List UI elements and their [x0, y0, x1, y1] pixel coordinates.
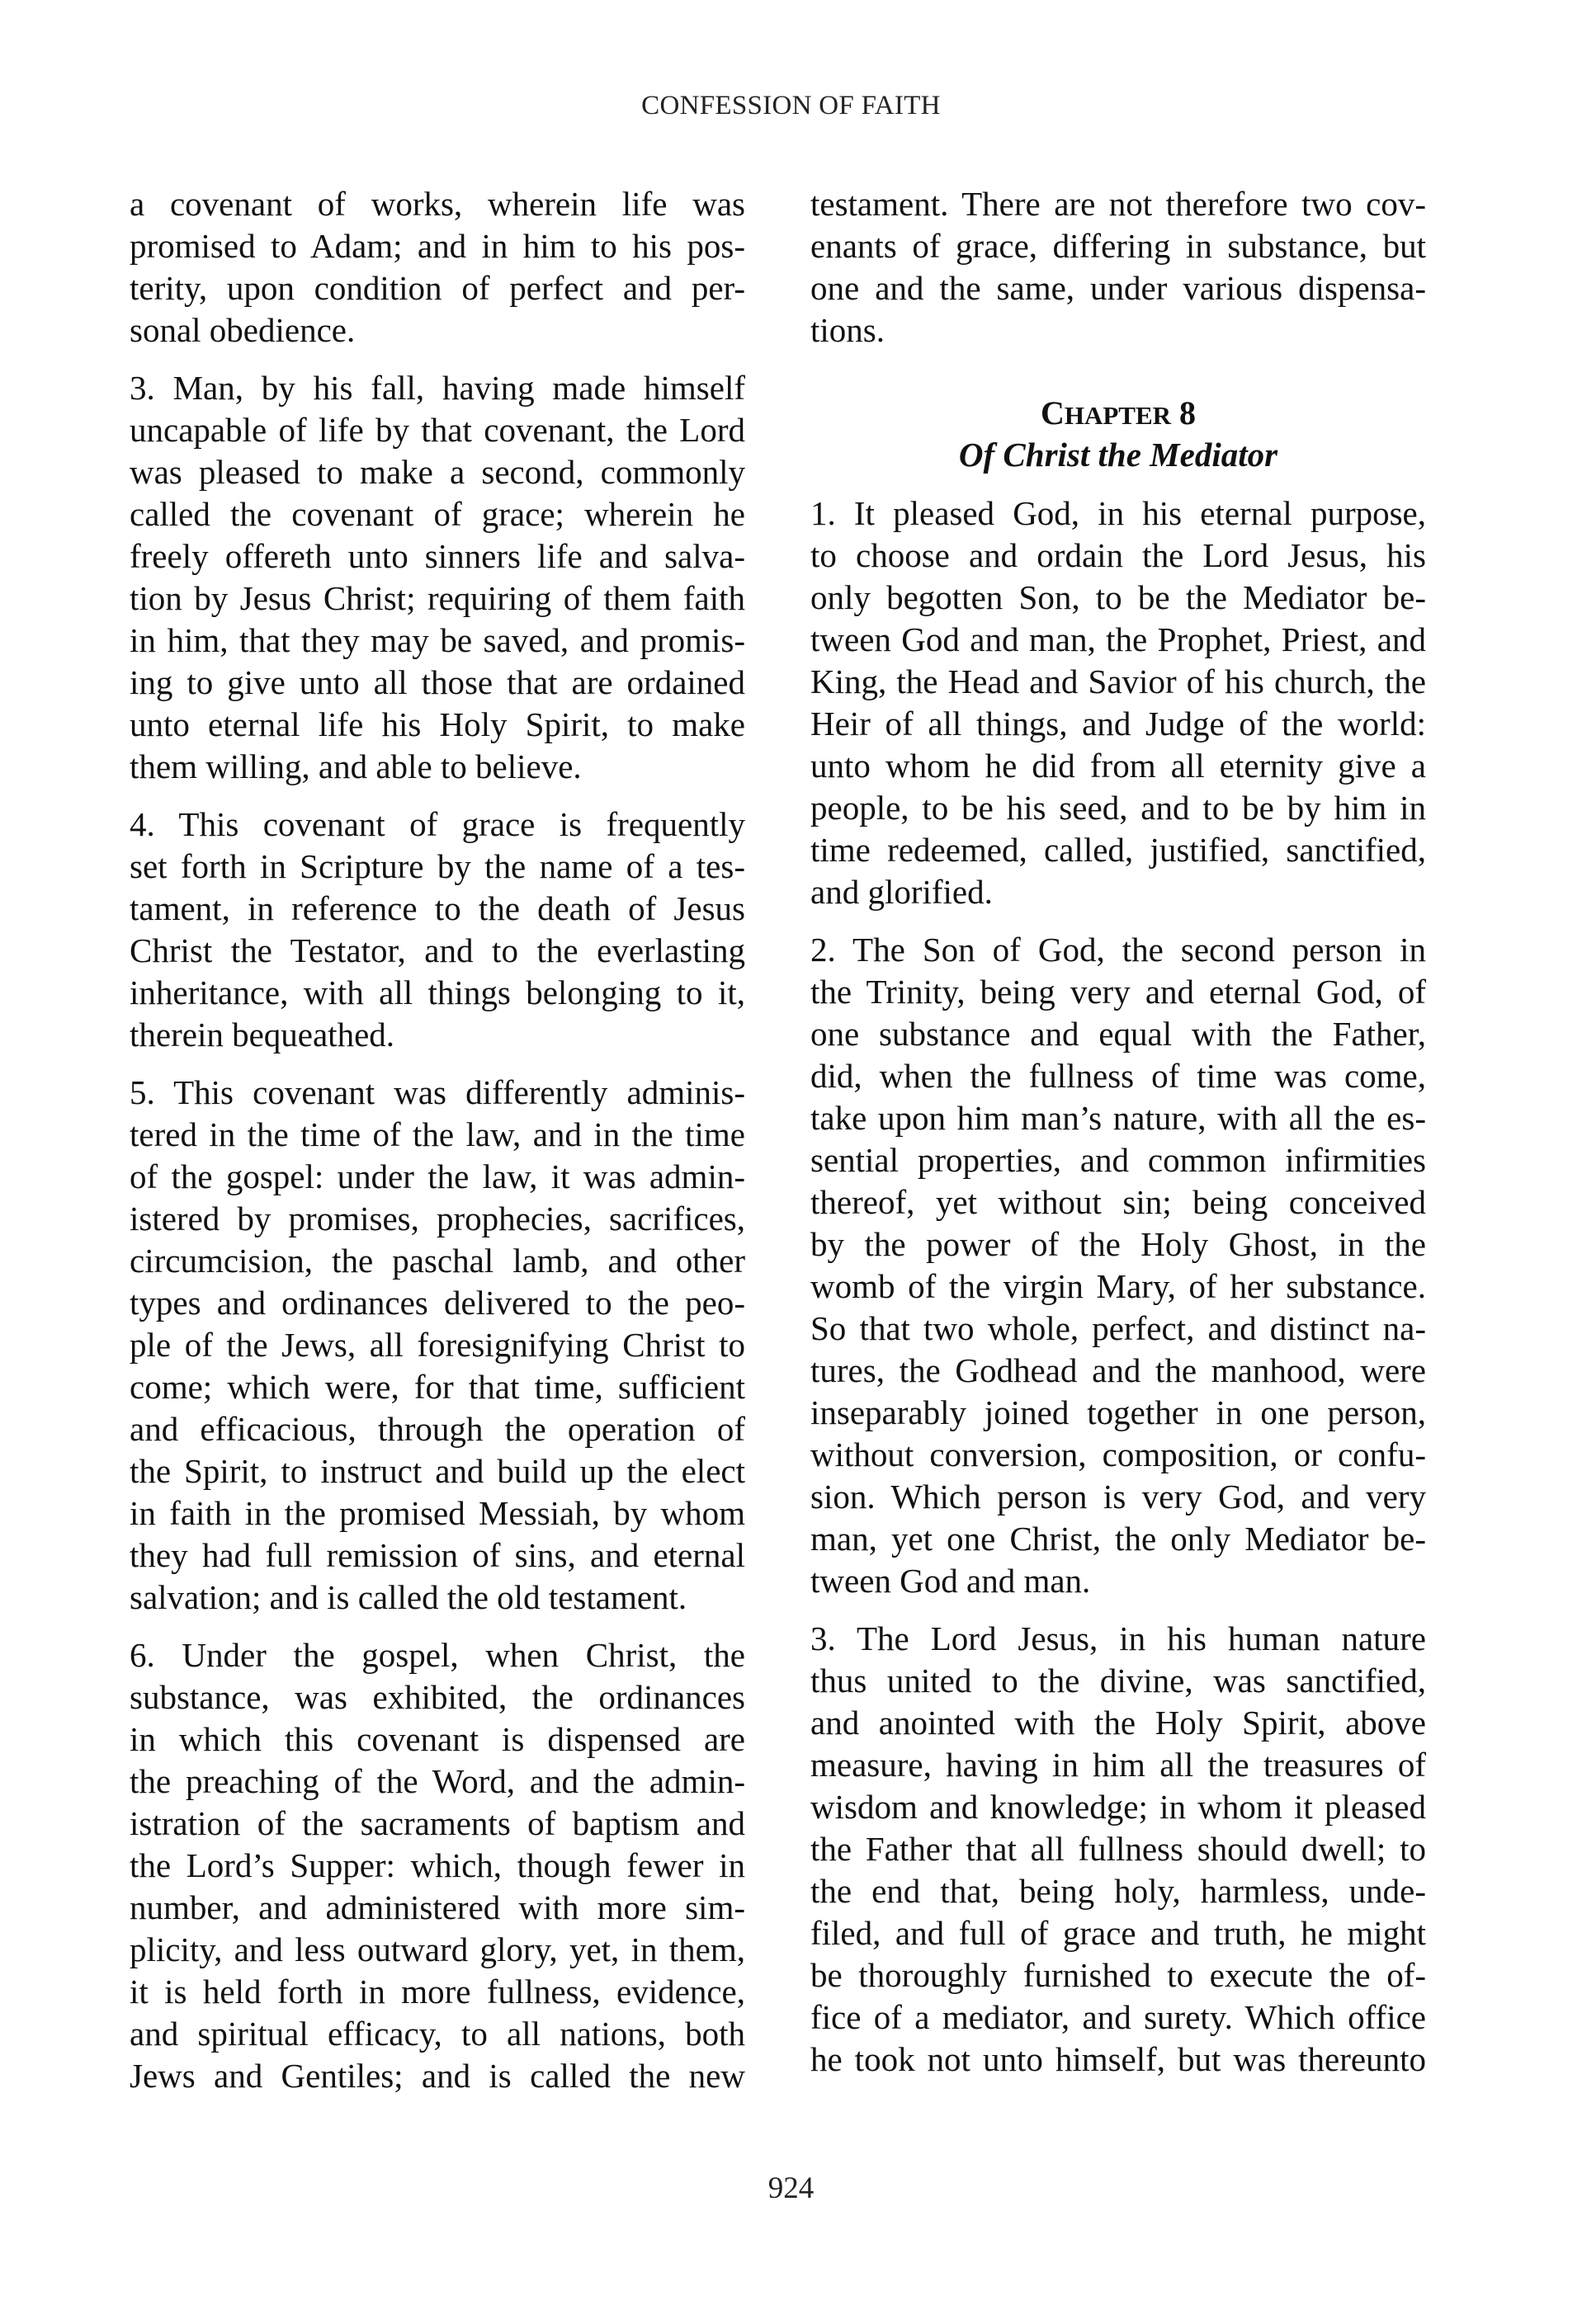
text-line: them willing, and able to believe. — [130, 747, 582, 785]
text-line: the Father that all fullness should dwell; to — [810, 1830, 1426, 1868]
text-line: time redeemed, called, justified, sanctified, — [810, 831, 1426, 869]
paragraph-8-2 — [810, 929, 1426, 1602]
text-line: uncapable of life by that covenant, the Lord — [130, 411, 745, 449]
text-line: the Spirit, to instruct and build up the elect — [130, 1452, 745, 1490]
text-line: it is held forth in more fullness, evidence, — [130, 1973, 745, 2011]
text-line: 1. It pleased God, in his eternal purpose, — [810, 494, 1426, 532]
text-line: enants of grace, differing in substance, but — [810, 227, 1426, 265]
text-line: only begotten Son, to be the Mediator be- — [810, 578, 1426, 616]
text-line: Jews and Gentiles; and is called the new — [130, 2057, 745, 2095]
text-line: measure, having in him all the treasures of — [810, 1746, 1426, 1784]
text-line: testament. There are not therefore two cov- — [810, 185, 1426, 223]
text-line: one and the same, under various dispensa- — [810, 269, 1426, 307]
text-line: be thoroughly furnished to execute the of- — [810, 1956, 1426, 1994]
right-column — [810, 183, 1426, 2096]
text-line: Heir of all things, and Judge of the world: — [810, 705, 1426, 742]
text-line: tered in the time of the law, and in the time — [130, 1115, 745, 1153]
text-line: 2. The Son of God, the second person in — [810, 931, 1426, 969]
text-line: and spiritual efficacy, to all nations, both — [130, 2015, 745, 2053]
text-line: a covenant of works, wherein life was — [130, 185, 745, 223]
text-line: by the power of the Holy Ghost, in the — [810, 1225, 1426, 1263]
chapter-title: Of Christ the Mediator — [958, 436, 1278, 474]
paragraph-8-1 — [810, 493, 1426, 913]
text-line: inseparably joined together in one person, — [810, 1393, 1426, 1431]
text-line: salvation; and is called the old testament. — [130, 1578, 687, 1616]
text-line: tions. — [810, 311, 885, 349]
text-line: thereof, yet without sin; being conceived — [810, 1183, 1426, 1221]
text-line: man, yet one Christ, the only Mediator be- — [810, 1520, 1426, 1558]
text-line: tion by Jesus Christ; requiring of them faith — [130, 579, 745, 617]
text-line: in faith in the promised Messiah, by whom — [130, 1494, 745, 1532]
text-line: 5. This covenant was differently adminis- — [130, 1073, 745, 1111]
text-line: come; which were, for that time, sufficient — [130, 1368, 745, 1406]
text-line: without conversion, composition, or confu- — [810, 1435, 1426, 1473]
text-line: thus united to the divine, was sanctified, — [810, 1662, 1426, 1699]
text-line: ple of the Jews, all foresignifying Christ to — [130, 1326, 745, 1364]
text-line: tament, in reference to the death of Jesus — [130, 889, 745, 927]
text-line: tween God and man. — [810, 1562, 1091, 1600]
text-line: So that two whole, perfect, and distinct na- — [810, 1309, 1426, 1347]
text-line: the preaching of the Word, and the admin- — [130, 1762, 745, 1800]
paragraph-7-4 — [130, 804, 745, 1056]
text-line: the Trinity, being very and eternal God, of — [810, 973, 1426, 1011]
text-line: and glorified. — [810, 873, 993, 911]
text-line: and efficacious, through the operation of — [130, 1410, 745, 1448]
text-line: istered by promises, prophecies, sacrifices, — [130, 1200, 745, 1237]
text-line: unto eternal life his Holy Spirit, to make — [130, 705, 745, 743]
text-line: in him, that they may be saved, and promis- — [130, 621, 745, 659]
text-line: 3. Man, by his fall, having made himself — [130, 369, 745, 407]
text-line: istration of the sacraments of baptism and — [130, 1804, 745, 1842]
left-column — [130, 183, 745, 2113]
text-line: types and ordinances delivered to the peo- — [130, 1284, 745, 1322]
text-line: of the gospel: under the law, it was admin- — [130, 1157, 745, 1195]
text-line: called the covenant of grace; wherein he — [130, 495, 745, 533]
text-line: 4. This covenant of grace is frequently — [130, 805, 745, 843]
paragraph-7-6 — [130, 1634, 745, 2097]
text-line: circumcision, the paschal lamb, and other — [130, 1242, 745, 1280]
paragraph-continuation — [130, 183, 745, 351]
text-line: unto whom he did from all eternity give a — [810, 747, 1426, 785]
text-line: tures, the Godhead and the manhood, were — [810, 1351, 1426, 1389]
text-line: 6. Under the gospel, when Christ, the — [130, 1636, 745, 1674]
text-line: he took not unto himself, but was thereunto — [810, 2040, 1426, 2078]
text-line: Christ the Testator, and to the everlasting — [130, 931, 745, 969]
text-line: sonal obedience. — [130, 311, 356, 349]
paragraph-7-6-continuation — [810, 183, 1426, 351]
text-line: ing to give unto all those that are ordained — [130, 663, 745, 701]
text-line: tween God and man, the Prophet, Priest, and — [810, 620, 1426, 658]
text-line: filed, and full of grace and truth, he might — [810, 1914, 1426, 1952]
chapter-number: 8 — [1179, 394, 1197, 431]
chapter-heading — [810, 392, 1426, 476]
text-line: the end that, being holy, harmless, unde- — [810, 1872, 1426, 1910]
paragraph-7-5 — [130, 1072, 745, 1619]
text-line: to choose and ordain the Lord Jesus, his — [810, 536, 1426, 574]
text-line: plicity, and less outward glory, yet, in them, — [130, 1930, 745, 1968]
text-line: substance, was exhibited, the ordinances — [130, 1678, 745, 1716]
paragraph-7-3 — [130, 367, 745, 788]
text-line: take upon him man’s nature, with all the es- — [810, 1099, 1426, 1137]
text-line: set forth in Scripture by the name of a tes- — [130, 847, 745, 885]
text-line: number, and administered with more sim- — [130, 1888, 745, 1926]
paragraph-8-3 — [810, 1618, 1426, 2081]
text-line: sion. Which person is very God, and very — [810, 1478, 1426, 1516]
text-line: freely offereth unto sinners life and salva- — [130, 537, 745, 575]
text-line: did, when the fullness of time was come, — [810, 1057, 1426, 1095]
text-line: the Lord’s Supper: which, though fewer in — [130, 1846, 745, 1884]
text-line: womb of the virgin Mary, of her substance. — [810, 1267, 1426, 1305]
text-line: promised to Adam; and in him to his pos- — [130, 227, 745, 265]
text-line: they had full remission of sins, and eternal — [130, 1536, 745, 1574]
text-line: sential properties, and common infirmities — [810, 1141, 1426, 1179]
text-line: inheritance, with all things belonging to it, — [130, 973, 745, 1011]
text-line: wisdom and knowledge; in whom it pleased — [810, 1788, 1426, 1826]
text-line: 3. The Lord Jesus, in his human nature — [810, 1619, 1426, 1657]
text-line: one substance and equal with the Father, — [810, 1015, 1426, 1053]
text-line: was pleased to make a second, commonly — [130, 453, 745, 491]
text-line: people, to be his seed, and to be by him in — [810, 789, 1426, 827]
text-line: in which this covenant is dispensed are — [130, 1720, 745, 1758]
chapter-label: CHAPTER 8 — [1040, 394, 1197, 431]
text-line: King, the Head and Savior of his church, the — [810, 662, 1426, 700]
text-line: terity, upon condition of perfect and per- — [130, 269, 745, 307]
page-number: 924 — [767, 2171, 815, 2205]
running-head: CONFESSION OF FAITH — [641, 91, 941, 120]
text-line: and anointed with the Holy Spirit, above — [810, 1704, 1426, 1742]
text-line: fice of a mediator, and surety. Which office — [810, 1998, 1426, 2036]
text-line: therein bequeathed. — [130, 1016, 395, 1054]
